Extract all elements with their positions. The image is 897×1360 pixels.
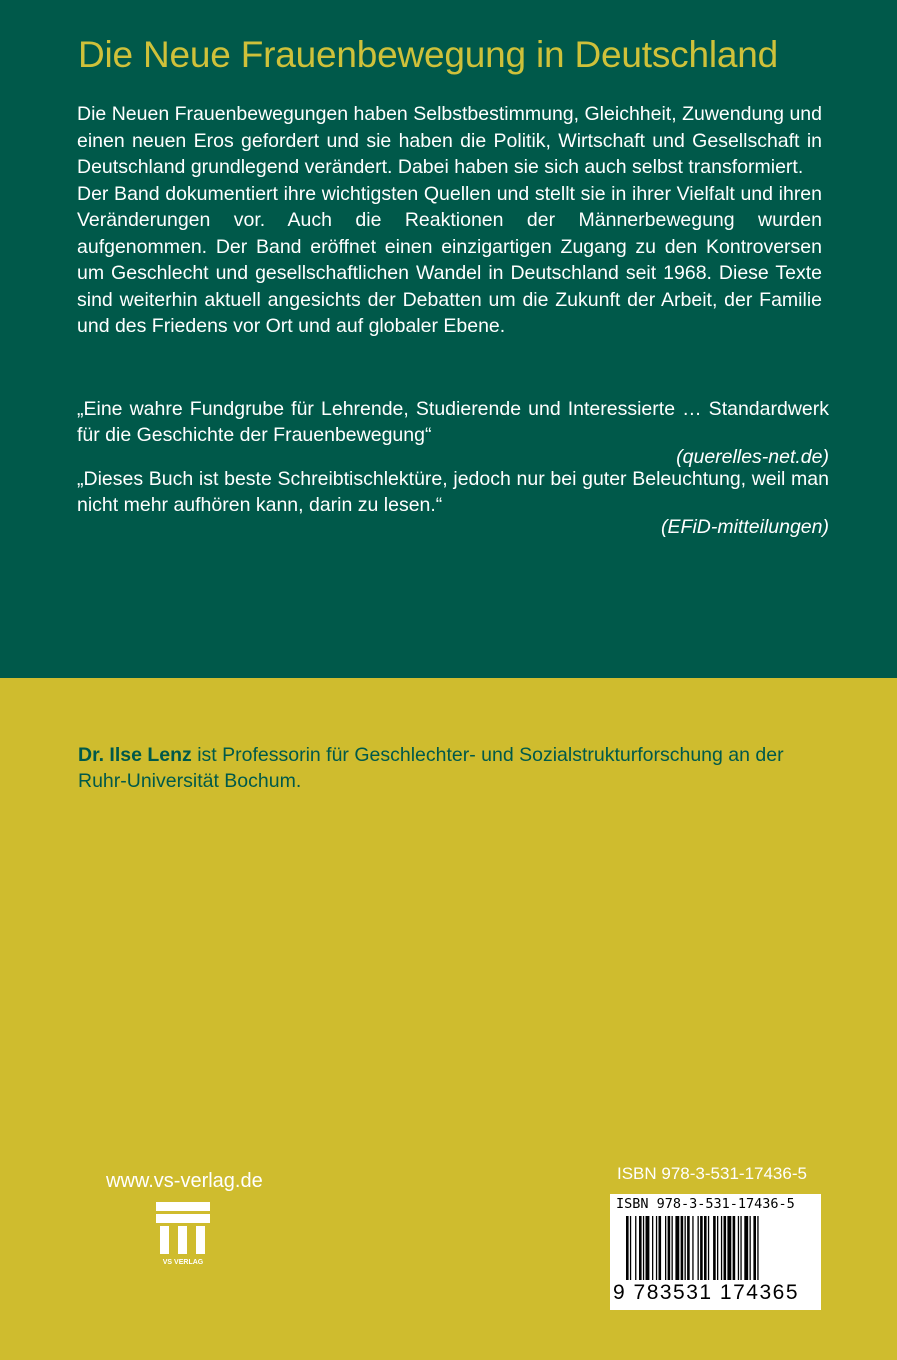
quote-source: (querelles-net.de) bbox=[676, 446, 829, 468]
barcode-bar bbox=[687, 1216, 690, 1280]
barcode-bar bbox=[700, 1216, 703, 1280]
quote-source: (EFiD-mitteilungen) bbox=[661, 516, 829, 538]
barcode-bars bbox=[626, 1216, 816, 1286]
barcode-bar bbox=[733, 1216, 736, 1280]
barcode-bar bbox=[630, 1216, 631, 1280]
publisher-logo bbox=[156, 1202, 210, 1266]
barcode-bar bbox=[727, 1216, 731, 1280]
barcode-bar bbox=[685, 1216, 686, 1280]
barcode-bar bbox=[704, 1216, 707, 1280]
review-quote-2 bbox=[77, 466, 829, 540]
barcode-bar bbox=[698, 1216, 699, 1280]
barcode-bar bbox=[639, 1216, 642, 1280]
barcode-bar bbox=[753, 1216, 756, 1280]
author-name: Dr. Ilse Lenz bbox=[78, 744, 192, 766]
barcode-digits: 9 783531 174365 bbox=[613, 1281, 799, 1304]
author-bio bbox=[78, 742, 818, 794]
review-quote-1 bbox=[77, 396, 829, 470]
description-paragraph-2: Der Band dokumentiert ihre wichtigsten Quellen und stellt sie in ihrer Vielfalt und ihren Veränderungen vor. Auch die Reaktionen der Männerbewegung wurden aufgenommen. Der Band eröffnet einen einzigartigen Zugang zu den Kontroversen um Geschlecht und gesellschaftlichen Wandel in Deutschland seit 1968. Diese Texte sind weiterhin aktuell angesichts der Debatten um die Zukunft der Arbeit, der Familie und des Friedens vor Ort und auf globaler Ebene. bbox=[77, 182, 822, 337]
description-paragraph-1: Die Neuen Frauenbewegungen haben Selbstbestimmung, Gleichheit, Zuwendung und einen neuen Eros gefordert und sie haben die Politik, Wirtschaft und Gesellschaft in Deutschland grundlegend verändert. Dabei haben sie sich auch selbst transformiert. bbox=[77, 103, 822, 178]
isbn-label: ISBN 978-3-531-17436-5 bbox=[617, 1164, 807, 1183]
barcode-bar bbox=[643, 1216, 644, 1280]
quote-text: „Dieses Buch ist beste Schreibtischlektüre, jedoch nur bei guter Beleuchtung, weil man nicht mehr aufhören kann, darin zu lesen.“ bbox=[77, 468, 829, 516]
author-description: ist Professorin für Geschlechter- und Sozialstrukturforschung an der Ruhr-Universität Bochum. bbox=[78, 744, 784, 792]
barcode-bar bbox=[646, 1216, 650, 1280]
barcode-bar bbox=[672, 1216, 673, 1280]
barcode-bar bbox=[750, 1216, 751, 1280]
barcode-bar bbox=[738, 1216, 739, 1280]
barcode-bar bbox=[659, 1216, 662, 1280]
barcode-bar bbox=[713, 1216, 716, 1280]
barcode-bar bbox=[724, 1216, 727, 1280]
barcode-bar bbox=[744, 1216, 748, 1280]
barcode-bar bbox=[635, 1216, 636, 1280]
barcode-isbn: ISBN 978-3-531-17436-5 bbox=[616, 1196, 795, 1212]
quote-text: „Eine wahre Fundgrube für Lehrende, Studierende und Interessierte … Standardwerk für die Geschichte der Frauenbewegung“ bbox=[77, 398, 829, 446]
barcode-bar bbox=[652, 1216, 653, 1280]
barcode-bar bbox=[717, 1216, 718, 1280]
barcode-bar bbox=[656, 1216, 657, 1280]
barcode-bar bbox=[668, 1216, 671, 1280]
barcode-bar bbox=[681, 1216, 684, 1280]
barcode bbox=[610, 1194, 821, 1310]
logo-text: VS VERLAG bbox=[162, 1259, 204, 1266]
description bbox=[77, 101, 822, 340]
barcode-bar bbox=[721, 1216, 722, 1280]
barcode-bar bbox=[740, 1216, 741, 1280]
barcode-bar bbox=[626, 1216, 629, 1280]
barcode-bar bbox=[692, 1216, 693, 1280]
barcode-bar bbox=[757, 1216, 758, 1280]
publisher-url[interactable]: www.vs-verlag.de bbox=[106, 1170, 263, 1192]
barcode-bar bbox=[665, 1216, 666, 1280]
barcode-bar bbox=[675, 1216, 679, 1280]
barcode-bar bbox=[708, 1216, 709, 1280]
book-title: Die Neue Frauenbewegung in Deutschland bbox=[78, 34, 778, 75]
